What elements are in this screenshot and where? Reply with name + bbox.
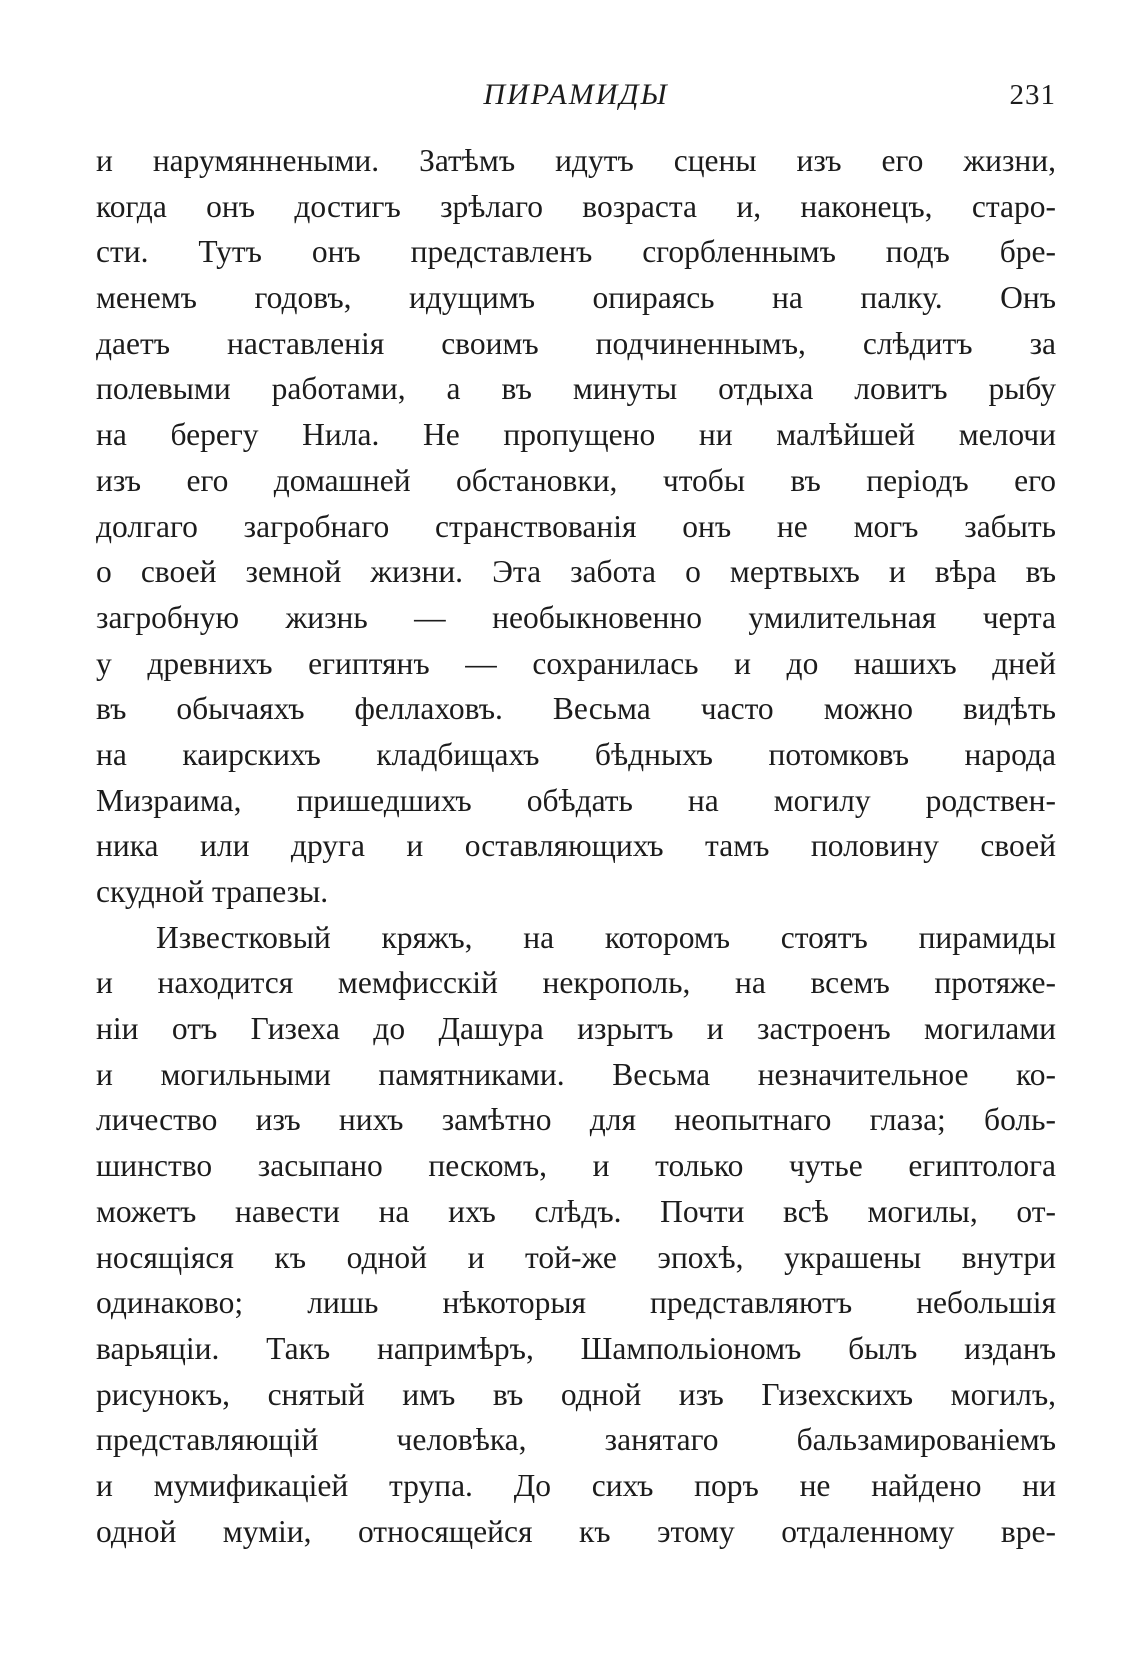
running-head-title: ПИРАМИДЫ [483,78,669,111]
text-line: менемъ годовъ, идущимъ опираясь на палку. Онъ [96,280,1056,316]
text-line: и мумификаціей трупа. До сихъ поръ не найдено ни [96,1467,1056,1503]
text-line: на каирскихъ кладбищахъ бѣдныхъ потомковъ народа [96,736,1056,772]
text-line: сти. Тутъ онъ представленъ сгорбленнымъ подъ бре- [96,234,1056,270]
text-line: изъ его домашней обстановки, чтобы въ періодъ его [96,462,1056,498]
text-line: въ обычаяхъ феллаховъ. Весьма часто можно видѣть [96,691,1056,727]
running-head [96,70,1056,120]
text-line: ніи отъ Гизеха до Дашура изрытъ и застроенъ могилами [96,1011,1056,1047]
text-line: о своей земной жизни. Эта забота о мертвыхъ и вѣра въ [96,554,1056,590]
text-line: и нарумяннеными. Затѣмъ идутъ сцены изъ его жизни, [96,143,1056,178]
text-line: на берегу Нила. Не пропущено ни малѣйшей мелочи [96,417,1056,453]
text-line: можетъ навести на ихъ слѣдъ. Почти всѣ могилы, от- [96,1193,1056,1229]
text-line: даетъ наставленія своимъ подчиненнымъ, слѣдитъ за [96,325,1056,361]
text-line: Мизраима, пришедшихъ обѣдать на могилу родствен- [96,782,1056,818]
text-line: шинство засыпано пескомъ, и только чутье египтолога [96,1148,1056,1184]
text-line: личество изъ нихъ замѣтно для неопытнаго глаза; боль- [96,1102,1056,1138]
text-line: и могильными памятниками. Весьма незначительное ко- [96,1056,1056,1092]
paragraph [96,138,1056,915]
text-line: загробную жизнь — необыкновенно умилительная черта [96,599,1056,635]
text-line: у древнихъ египтянъ — сохранилась и до нашихъ дней [96,645,1056,681]
text-line: когда онъ достигъ зрѣлаго возраста и, наконецъ, старо- [96,188,1056,224]
text-line: полевыми работами, а въ минуты отдыха ловитъ рыбу [96,371,1056,407]
body-text [96,138,1056,1554]
text-line: носящіяся къ одной и той-же эпохѣ, украшены внутри [96,1239,1056,1275]
text-line: ника или друга и оставляющихъ тамъ половину своей [96,828,1056,864]
text-line: рисунокъ, снятый имъ въ одной изъ Гизехскихъ могилъ, [96,1376,1056,1412]
paragraph [96,915,1056,1555]
text-line: одной муміи, относящейся къ этому отдаленному вре- [96,1513,1056,1549]
text-line: долгаго загробнаго странствованія онъ не могъ забыть [96,508,1056,544]
text-line: и находится мемфисскій некрополь, на всемъ протяже- [96,965,1056,1001]
text-line: варьяціи. Такъ напримѣръ, Шампольіономъ былъ изданъ [96,1330,1056,1366]
text-line: Известковый кряжъ, на которомъ стоятъ пирамиды [156,919,1056,955]
page-number: 231 [1009,79,1056,111]
text-line: представляющій человѣка, занятаго бальзамированіемъ [96,1422,1056,1458]
text-line: скудной трапезы. [96,874,329,909]
text-line: одинаково; лишь нѣкоторыя представляютъ небольшія [96,1285,1056,1321]
